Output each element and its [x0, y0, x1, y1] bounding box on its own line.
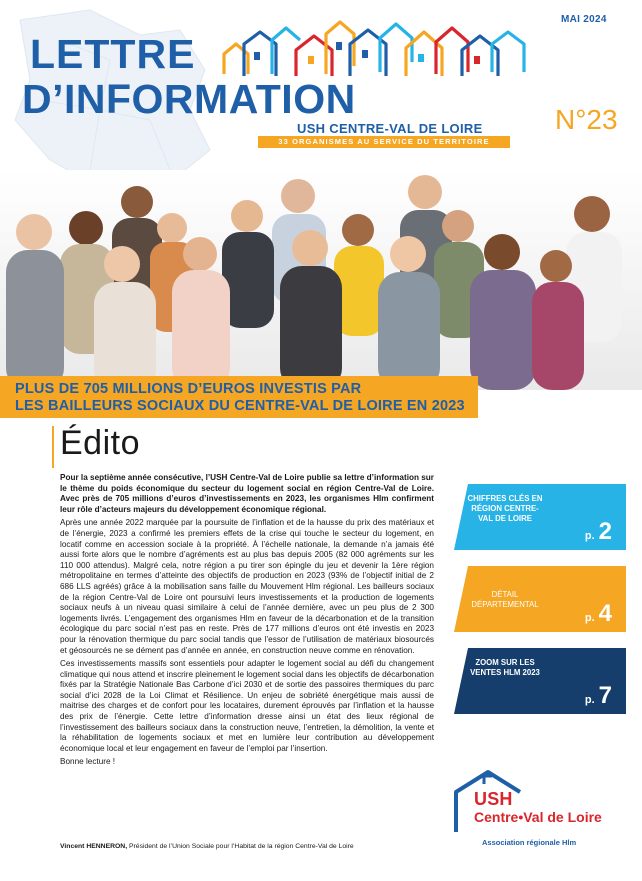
logo-name: USH [474, 789, 513, 809]
sidebar-card-department-detail[interactable] [454, 566, 626, 632]
edito-paragraph-2: Ces investissements massifs sont essentiels pour adapter le logement social au défi du changement climatique qui nous attend et inscrire pleinement le logement social dans les objectifs de décarbonation fixés par la Stratégie Nationale Bas Carbone d’ici 2030 et de sortie des passoires thermiques du parc social d’ici 2028 de la Loi Climat et Résilience. Un enjeu de sobriété énergétique mais aussi de maitrise des charges et de confort pour les locataires, durement éprouvés par l’inflation et la hausse des prix de l’énergie. Cette lettre d’information dresse ainsi un état des lieux régional de l’investissement des bailleurs sociaux dans la construction neuve, l’entretien, la démolition, la vente et la réhabilitation de logements sociaux et met en lumière leur contribution au développement économique local et leur engagement en faveur de l’emploi par l’insertion. [60, 659, 434, 753]
title-line-2: D’INFORMATION [22, 76, 356, 122]
card-page-number: 4 [598, 600, 612, 627]
headline-line-1: PLUS DE 705 MILLIONS D’EUROS INVESTIS PAR [15, 381, 362, 397]
group-of-people-icon [0, 170, 642, 390]
card-page-prefix: p. [584, 530, 595, 542]
logo-subtitle: Association régionale Hlm [482, 838, 577, 847]
headline-line-2: LES BAILLEURS SOCIAUX DU CENTRE-VAL DE LOIRE EN 2023 [15, 398, 465, 414]
card-page [585, 520, 612, 544]
logo-region: Centre•Val de Loire [474, 809, 602, 825]
signature-role: Président de l’Union Sociale pour l’Habitat de la région Centre-Val de Loire [129, 843, 354, 850]
card-label: ZOOM SUR LES VENTES HLM 2023 [470, 658, 540, 677]
headline-banner [0, 376, 478, 418]
issue-date: MAI 2024 [561, 14, 607, 25]
card-label: DÉTAIL DÉPARTEMENTAL [471, 590, 539, 609]
edito-body [60, 473, 434, 771]
card-page-prefix: p. [584, 694, 595, 706]
edito-paragraph-1: Après une année 2022 marquée par la poursuite de l’inflation et de la hausse du prix des matériaux et de l’énergie, 2023 a confirmé les premiers effets de la crise qui touche le secteur du logement, en locatif comme en accession sociale à la propriété. À l’échelle nationale, la demande n’a jamais été aussi forte alors que le nombre d’agréments est au plus bas depuis 2005 (82 000 agréments sur les 110 000 attendus). Malgré cela, notre région a pu tirer son épingle du jeu et devenir la 1ère région métropolitaine en termes d’atteinte des objectifs de production en 2023 (93% de l’objectif initial de 2 686 LLS agréés) grâce à la mobilisation sans faille du Mouvement Hlm régional. Les bailleurs sociaux de la région Centre-Val de Loire ont poursuivi leurs investissements et la production de logements sociaux neufs à un niveau quasi similaire à celui de l’année dernière, avec un peu plus de 2 300 logements livrés. L’engagement des organismes Hlm en faveur de la décarbonation et de la transition écologique du parc social n’est pas en reste. Près de 177 millions d’euros ont été investis en 2023 pour la rénovation thermique du parc social tandis que l’essor de l’utilisation de matériaux biosourcés et géosourcés ne se dément pas d’année en année, en construction neuve comme en rénovation. [60, 518, 434, 655]
title-line-1: LETTRE [30, 31, 196, 77]
card-page-prefix: p. [584, 612, 595, 624]
sidebar-card-hlm-sales[interactable] [454, 648, 626, 714]
houses-illustration [222, 14, 532, 82]
edito-closing: Bonne lecture ! [60, 757, 116, 767]
edito-accent-bar [52, 426, 54, 468]
card-page [585, 684, 612, 708]
organization-name: USH CENTRE-VAL DE LOIRE [297, 121, 483, 136]
group-photo [0, 170, 642, 390]
card-label: CHIFFRES CLÉS EN RÉGION CENTRE-VAL DE LOIRE [467, 494, 543, 523]
signature [60, 843, 354, 850]
sidebar-card-key-figures[interactable] [454, 484, 626, 550]
issue-number: N°23 [555, 104, 618, 135]
card-page-number: 7 [598, 682, 612, 709]
signature-name: Vincent HENNERON, [60, 843, 128, 850]
edito-lead: Pour la septième année consécutive, l’USH Centre-Val de Loire publie sa lettre d’information sur le thème du poids économique du secteur du logement social en région Centre-Val de Loire. Avec près de 705 millions d’euros d’investissements en 2023, les organismes Hlm confirment leur rôle d’acteurs majeurs du développement économique régional. [60, 473, 434, 514]
edito-title: Édito [60, 424, 140, 462]
card-page-number: 2 [598, 518, 612, 545]
ush-logo [452, 766, 622, 856]
card-page [585, 602, 612, 626]
tagline: 33 ORGANISMES AU SERVICE DU TERRITOIRE [258, 136, 510, 148]
